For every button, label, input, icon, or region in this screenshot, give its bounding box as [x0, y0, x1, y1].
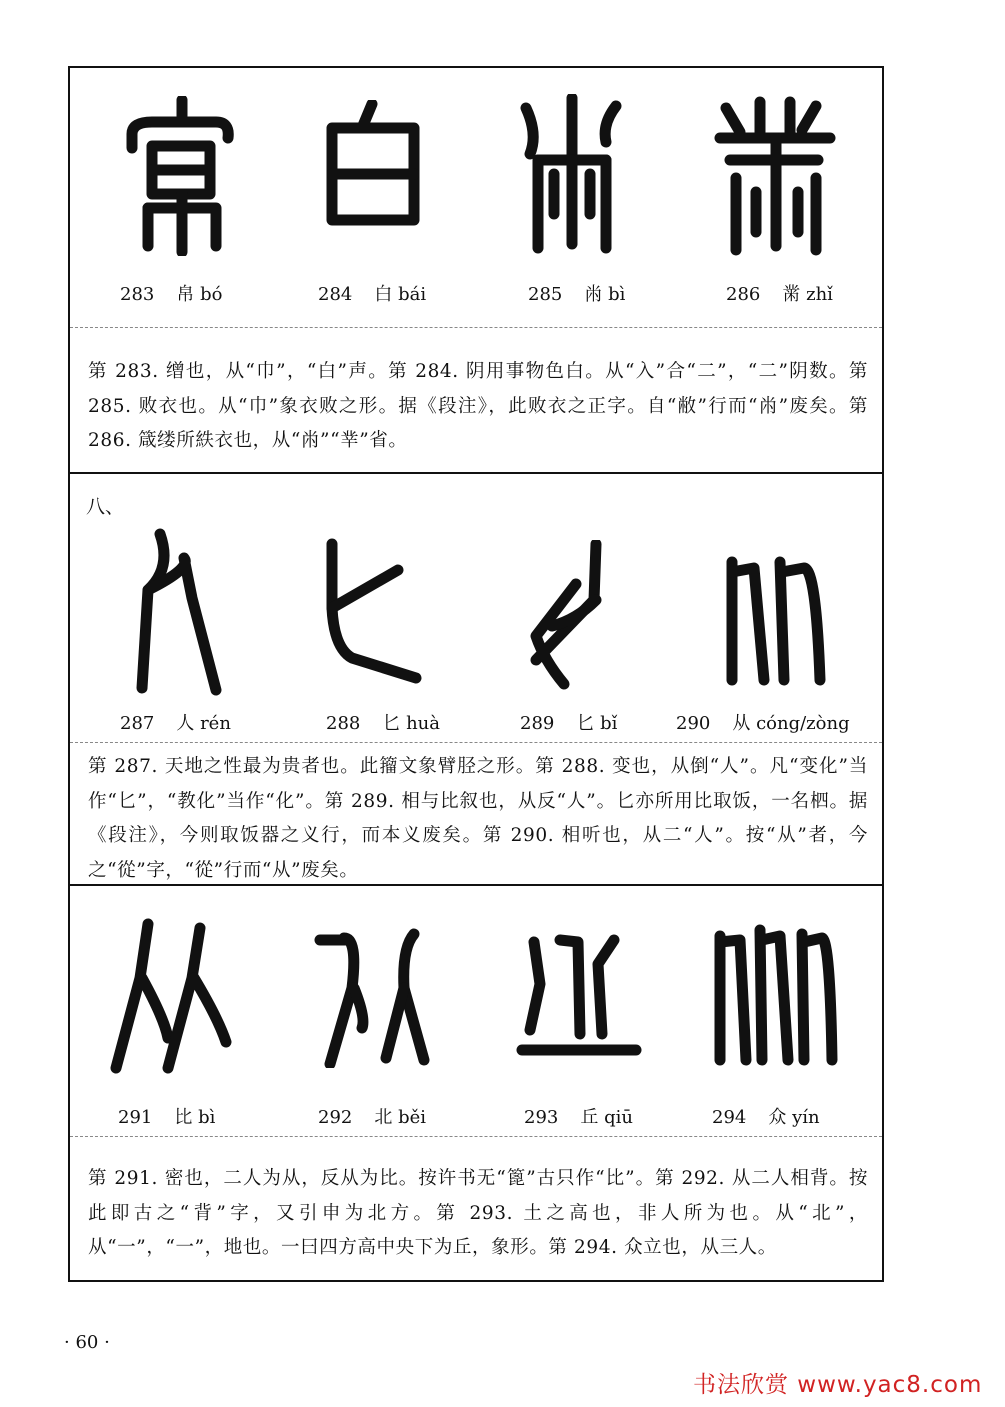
glyph-caption-292: 292 北 běi [318, 1107, 427, 1128]
annotation-283-286: 第 283. 缯也，从“巾”，“白”声。第 284. 阴用事物色白。从“入”合“二”，“二”阴数。第 285. 败衣也。从“巾”象衣败之形。据《段注》，此败衣之正字。自“敝”行而“㡀”废矣。第 286. 箴缕所紩衣也，从“㡀”“丵”省。 [88, 361, 868, 451]
glyph-caption-293: 293 丘 qiū [524, 1107, 633, 1128]
glyph-caption-283: 283 帛 bó [120, 284, 223, 305]
glyph-caption-290: 290 从 cóng/zòng [676, 713, 850, 734]
page-number: · 60 · [64, 1332, 110, 1353]
glyph-caption-289: 289 匕 bǐ [520, 713, 618, 734]
dashed-rule [70, 1136, 882, 1137]
seal-glyph-bai [318, 100, 428, 230]
glyph-caption-288: 288 匕 huà [326, 713, 440, 734]
seal-glyph-hua [312, 538, 432, 688]
glyph-caption-285: 285 㡀 bì [528, 284, 626, 305]
section-divider [68, 472, 884, 474]
glyph-caption-294: 294 众 yín [712, 1107, 820, 1128]
seal-glyph-bi2 [516, 540, 626, 690]
glyph-caption-286: 286 黹 zhǐ [726, 284, 833, 305]
glyph-caption-291: 291 比 bì [118, 1107, 216, 1128]
annotation-291-294: 第 291. 密也，二人为从，反从为比。按许书无“篦”古只作“比”。第 292. 从二人相背。按此即古之“背”字，又引申为北方。第 293. 土之高也，非人所为也。从“北”，从“一”，“一”，地也。一曰四方高中央下为丘，象形。第 294. 众立也，从三人。 [88, 1168, 868, 1258]
seal-glyph-cong [712, 548, 842, 688]
seal-glyph-bei [314, 928, 444, 1068]
annotation-287-290: 第 287. 天地之性最为贵者也。此籀文象臂胫之形。第 288. 变也，从倒“人”。凡“变化”当作“匕”，“教化”当作“化”。第 289. 相与比叙也，从反“人”。匕亦所用比取饭，一名柶。据《段注》，今则取饭器之义行，而本义废矣。第 290. 相听也，从二“人”。按“从”者，今之“從”字，“從”行而“从”废矣。 [88, 756, 868, 881]
site-watermark: 书法欣赏 www.yac8.com [693, 1372, 983, 1398]
seal-glyph-bo [112, 96, 252, 256]
section-label: 八、 [86, 496, 125, 518]
seal-glyph-bi [508, 94, 638, 254]
seal-glyph-qiu [514, 934, 644, 1064]
glyph-caption-287: 287 人 rén [120, 713, 231, 734]
seal-glyph-bi3 [104, 918, 234, 1078]
seal-glyph-ren [112, 528, 232, 698]
dashed-rule [70, 742, 882, 743]
seal-glyph-zhi [706, 96, 846, 256]
seal-glyph-yin [710, 920, 840, 1070]
dashed-rule [70, 327, 882, 328]
glyph-caption-284: 284 白 bái [318, 284, 427, 305]
